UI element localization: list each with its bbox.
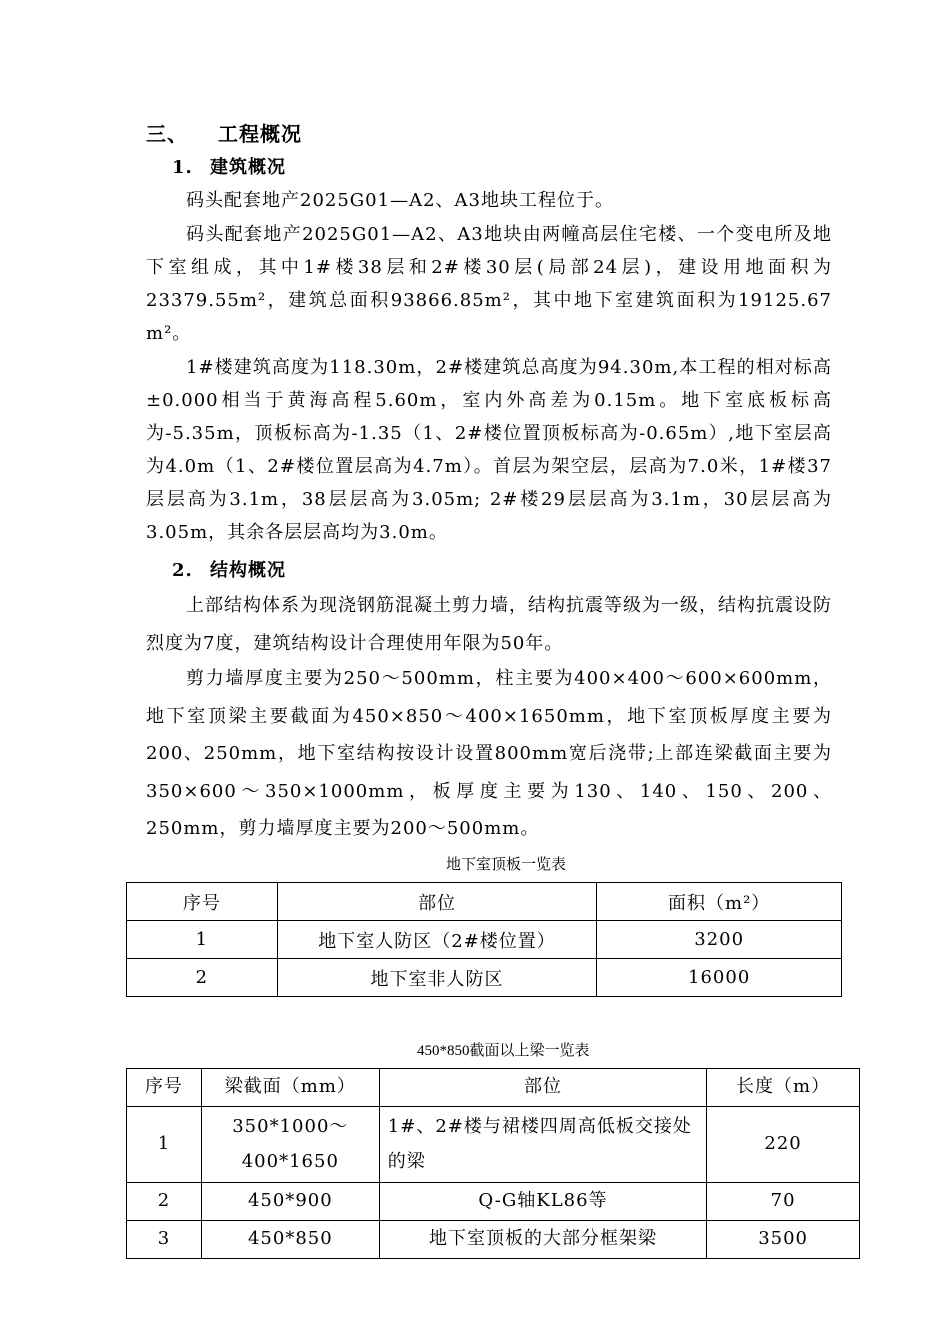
- header-cell: 长度（m）: [707, 1069, 860, 1107]
- beam-table: [126, 1068, 860, 1259]
- building-paragraph-3: 1#楼建筑高度为118.30m，2#楼建筑总高度为94.30m,本工程的相对标高±0.000相当于黄海高程5.60m，室内外高差为0.15m。地下室底板标高为-5.35m，顶板标高为-1.35（1、2#楼位置顶板标高为-0.65m）,地下室层高为4.0m（1、2#楼位置层高为4.7m）。首层为架空层，层高为7.0米，1#楼37层层高为3.1m，38层层高为3.05m; 2#楼29层层高为3.1m，30层层高为3.05m，其余各层层高均为3.0m。: [146, 357, 832, 543]
- table-row: [127, 1107, 860, 1183]
- table-cell: 1#、2#楼与裙楼四周高低板交接处的梁: [379, 1107, 706, 1183]
- structure-paragraph-1: 上部结构体系为现浇钢筋混凝土剪力墙，结构抗震等级为一级，结构抗震设防烈度为7度，建筑结构设计合理使用年限为50年。: [146, 595, 832, 654]
- table-cell: 3: [127, 1221, 202, 1259]
- table-header-row: [127, 1069, 860, 1107]
- header-cell: 面积（m²）: [597, 883, 842, 921]
- structure-number: 2.: [172, 560, 193, 581]
- header-cell: 部位: [277, 883, 597, 921]
- table-cell: 450*850: [201, 1221, 379, 1259]
- structure-heading: [172, 556, 286, 582]
- section-number: 三、: [146, 122, 188, 146]
- table-cell: 16000: [597, 959, 842, 997]
- section-heading: [146, 118, 302, 147]
- table-cell: 地下室人防区（2#楼位置）: [277, 921, 597, 959]
- table-row: [127, 1183, 860, 1221]
- table-cell: 220: [707, 1107, 860, 1183]
- header-cell: 序号: [127, 1069, 202, 1107]
- table-row: [127, 959, 842, 997]
- header-cell: 序号: [127, 883, 278, 921]
- table-cell: 2: [127, 959, 278, 997]
- structure-paragraph-2: 剪力墙厚度主要为250～500mm，柱主要为400×400～600×600mm，地下室顶梁主要截面为450×850～400×1650mm，地下室顶板厚度主要为200、250mm，地下室结构按设计设置800mm宽后浇带;上部连梁截面主要为350×600～350×1000mm，板厚度主要为130、140、150、200、250mm，剪力墙厚度主要为200～500mm。: [146, 668, 832, 839]
- table-cell: 3200: [597, 921, 842, 959]
- table-cell: 3500: [707, 1221, 860, 1259]
- building-heading: [172, 153, 286, 179]
- basement-roof-table: [126, 882, 842, 997]
- header-cell: 部位: [379, 1069, 706, 1107]
- table-cell: 350*1000～400*1650: [201, 1107, 379, 1183]
- table-cell: 450*900: [201, 1183, 379, 1221]
- table1-caption: 地下室顶板一览表: [446, 857, 567, 873]
- section-title: 工程概况: [218, 122, 302, 146]
- table-cell: 1: [127, 1107, 202, 1183]
- building-paragraph-2: 码头配套地产2025G01—A2、A3地块由两幢高层住宅楼、一个变电所及地下室组成，其中1#楼38层和2#楼30层(局部24层)，建设用地面积为23379.55m²，建筑总面积93866.85m²，其中地下室建筑面积为19125.67 m²。: [146, 224, 832, 344]
- table-cell: 2: [127, 1183, 202, 1221]
- table-cell: 70: [707, 1183, 860, 1221]
- table-cell: 地下室顶板的大部分框架梁: [379, 1221, 706, 1259]
- table-row: [127, 1221, 860, 1259]
- header-cell: 梁截面（mm）: [201, 1069, 379, 1107]
- table-cell: 地下室非人防区: [277, 959, 597, 997]
- structure-title: 结构概况: [210, 560, 286, 581]
- building-paragraph-1: 码头配套地产2025G01—A2、A3地块工程位于。: [186, 190, 614, 211]
- building-number: 1.: [172, 157, 193, 178]
- table-header-row: [127, 883, 842, 921]
- table2-caption: 450*850截面以上梁一览表: [417, 1043, 590, 1059]
- building-title: 建筑概况: [210, 157, 286, 178]
- table-cell: 1: [127, 921, 278, 959]
- table-row: [127, 921, 842, 959]
- table-cell: Q-G轴KL86等: [379, 1183, 706, 1221]
